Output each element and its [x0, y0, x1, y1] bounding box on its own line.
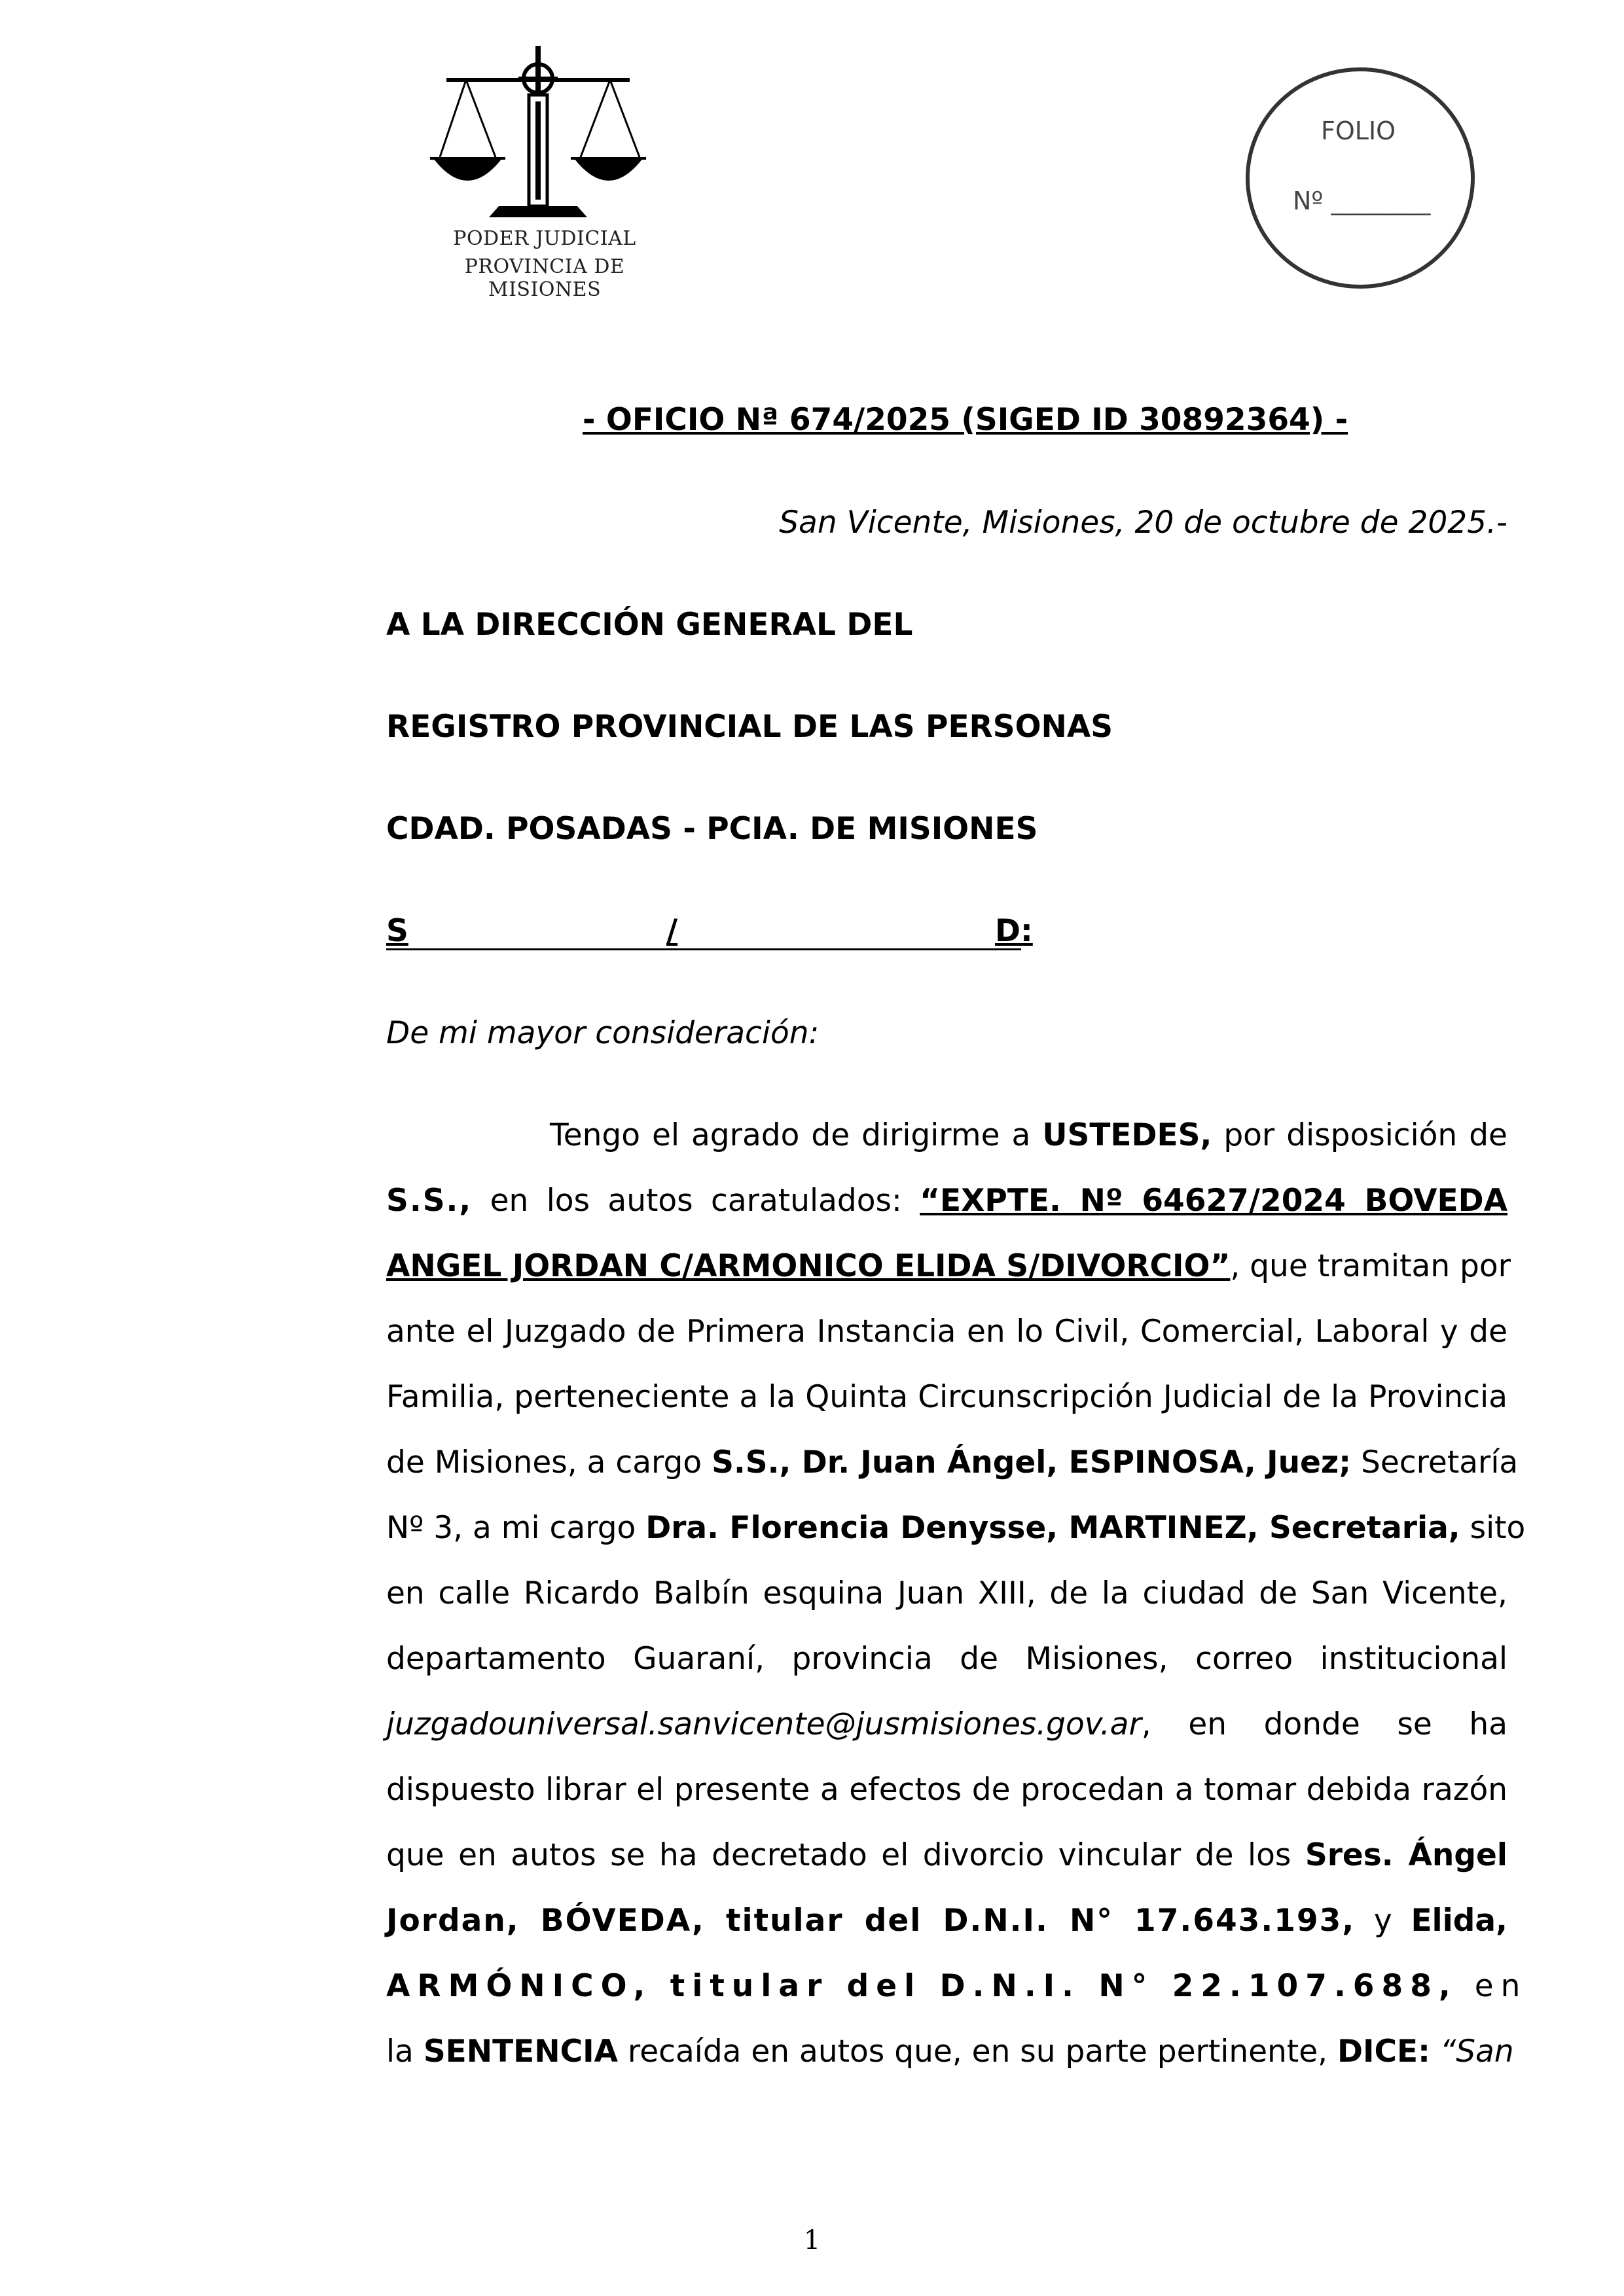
text-run: y [1355, 1903, 1411, 1939]
recipient-line-3: CDAD. POSADAS - PCIA. DE MISIONES [386, 811, 1038, 847]
body-line-9: departamento Guaraní, provincia de Misiones, correo institucional [386, 1641, 1507, 1677]
secretary-name: Dra. Florencia Denysse, MARTINEZ, Secretaria, [645, 1510, 1460, 1546]
logo-text-line1: PODER JUDICIAL [453, 227, 636, 250]
body-line-5: Familia, perteneciente a la Quinta Circunscripción Judicial de la Provincia [386, 1379, 1507, 1415]
judge-name: S.S., Dr. Juan Ángel, ESPINOSA, Juez; [712, 1444, 1352, 1480]
text-run-bold: Elida, [1411, 1903, 1507, 1939]
text-run-bold: Sres. Ángel [1305, 1837, 1507, 1873]
folio-stamp [1244, 65, 1486, 301]
folio-label: FOLIO [1321, 117, 1396, 145]
scales-of-justice-icon [414, 39, 676, 229]
case-title-part-1: “EXPTE. Nº 64627/2024 BOVEDA [920, 1183, 1507, 1219]
document-date: San Vicente, Misiones, 20 de octubre de 2025.- [779, 505, 1507, 541]
text-run: , en donde se ha [1141, 1706, 1507, 1742]
folio-number-field: Nº ________ [1293, 187, 1431, 215]
body-line-11: dispuesto librar el presente a efectos de procedan a tomar debida razón [386, 1772, 1507, 1808]
party-2-identity: ARMÓNICO, titular del D.N.I. N° 22.107.688, [386, 1968, 1458, 2004]
body-line-3 [386, 1234, 1511, 1299]
poder-judicial-logo [414, 39, 676, 301]
party-1-identity: Jordan, BÓVEDA, titular del D.N.I. N° 17.643.193, [386, 1903, 1356, 1939]
text-run: Tengo el agrado de dirigirme a [550, 1117, 1043, 1153]
salutation-underline [386, 948, 1021, 950]
body-line-12 [386, 1823, 1507, 1888]
text-run-bold: USTEDES, [1042, 1117, 1212, 1153]
text-run-italic: “San [1430, 2034, 1514, 2070]
page-number: 1 [803, 2225, 821, 2255]
text-run: que en autos se ha decretado el divorcio vincular de los [386, 1837, 1305, 1873]
text-run: Secretaría [1351, 1444, 1519, 1480]
recipient-line-1: A LA DIRECCIÓN GENERAL DEL [386, 607, 913, 643]
body-line-14 [386, 1954, 1528, 2019]
text-run: sito [1460, 1510, 1526, 1546]
salutation-slash: / [666, 913, 678, 949]
logo-text-line2: PROVINCIA DE MISIONES [464, 255, 625, 301]
body-line-8: en calle Ricardo Balbín esquina Juan XIII, de la ciudad de San Vicente, [386, 1575, 1507, 1611]
text-run: Nº 3, a mi cargo [386, 1510, 646, 1546]
text-run: , que tramitan por [1230, 1248, 1511, 1284]
text-run: en los autos caratulados: [472, 1183, 920, 1219]
salutation-sd [386, 899, 1507, 964]
text-run: la [386, 2034, 424, 2070]
body-line-7 [386, 1496, 1526, 1561]
text-run: por disposición de [1212, 1117, 1507, 1153]
greeting: De mi mayor consideración: [386, 1015, 820, 1051]
case-title-part-2: ANGEL JORDAN C/ARMONICO ELIDA S/DIVORCIO” [386, 1248, 1231, 1284]
body-line-2 [386, 1168, 1507, 1234]
text-run-bold: DICE: [1337, 2034, 1430, 2070]
body-line-1 [386, 1103, 1507, 1168]
oficio-title: - OFICIO Nª 674/2025 (SIGED ID 30892364) - [583, 402, 1348, 438]
body-line-15 [386, 2019, 1514, 2085]
text-run: de Misiones, a cargo [386, 1444, 712, 1480]
text-run: recaída en autos que, en su parte pertinente, [617, 2034, 1338, 2070]
body-line-13 [386, 1888, 1507, 1954]
salutation-s: S [386, 913, 408, 949]
text-run-bold: S.S., [386, 1183, 473, 1219]
text-run-bold: SENTENCIA [423, 2034, 618, 2070]
body-line-10 [386, 1692, 1507, 1757]
folio-circle-icon [1244, 65, 1486, 301]
body-line-4: ante el Juzgado de Primera Instancia en lo Civil, Comercial, Laboral y de [386, 1314, 1507, 1350]
salutation-d: D: [995, 913, 1033, 949]
institutional-email: juzgadouniversal.sanvicente@jusmisiones.gov.ar [386, 1706, 1142, 1742]
recipient-line-2: REGISTRO PROVINCIAL DE LAS PERSONAS [386, 709, 1113, 745]
body-line-6 [386, 1430, 1519, 1496]
text-run: en [1457, 1968, 1528, 2004]
